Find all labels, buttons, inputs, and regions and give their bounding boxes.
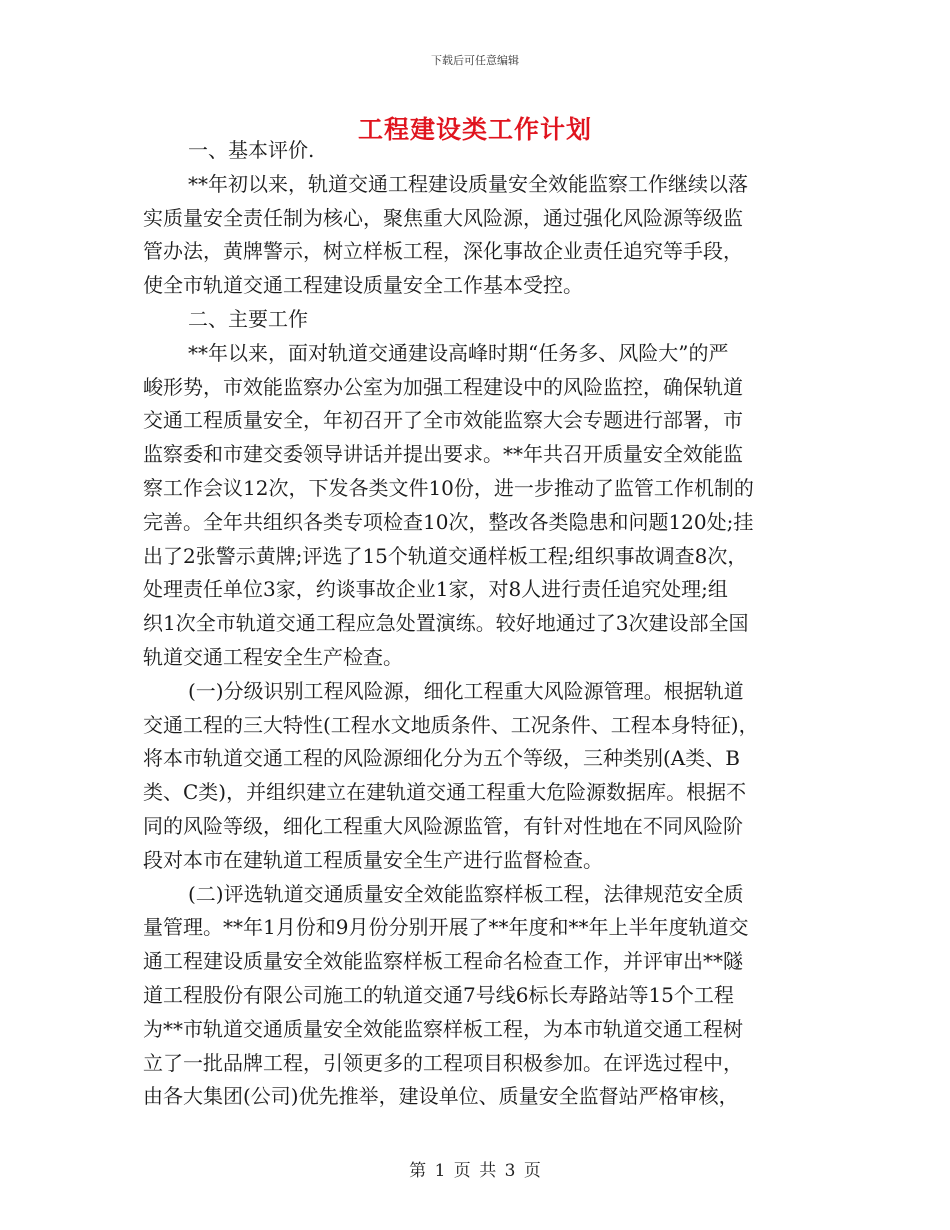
text-line: (一)分级识别工程风险源，细化工程重大风险源管理。根据轨道 — [188, 678, 744, 703]
paragraph — [143, 878, 807, 1115]
text-line: 轨道交通工程安全生产检查。 — [143, 644, 403, 669]
text-line: 二、主要工作 — [188, 306, 308, 331]
text-line: 量管理。**年1月份和9月份分别开展了**年度和**年上半年度轨道交 — [143, 915, 749, 940]
text-line: 处理责任单位3家，约谈事故企业1家，对8人进行责任追究处理;组 — [143, 577, 728, 602]
text-line: 道工程股份有限公司施工的轨道交通7号线6标长寿路站等15个工程 — [143, 982, 734, 1007]
text-line: 实质量安全责任制为核心，聚焦重大风险源，通过强化风险源等级监 — [143, 205, 743, 230]
page-header: 下载后可任意编辑 — [431, 54, 519, 67]
text-line: **年初以来，轨道交通工程建设质量安全效能监察工作继续以落 — [188, 171, 748, 196]
text-line: 由各大集团(公司)优先推举，建设单位、质量安全监督站严格审核， — [143, 1084, 739, 1109]
text-line: 完善。全年共组织各类专项检查10次，整改各类隐患和问题120处;挂 — [143, 509, 754, 534]
paragraph — [143, 675, 807, 878]
text-line: 使全市轨道交通工程建设质量安全工作基本受控。 — [143, 273, 583, 298]
text-line: 将本市轨道交通工程的风险源细化分为五个等级，三种类别(A类、B — [143, 746, 740, 771]
paragraph — [143, 303, 807, 337]
text-line: 同的风险等级，细化工程重大风险源监管，有针对性地在不同风险阶 — [143, 813, 743, 838]
document-body — [143, 134, 807, 1114]
text-line: 出了2张警示黄牌;评选了15个轨道交通样板工程;组织事故调查8次， — [143, 543, 748, 568]
paragraph — [143, 168, 807, 303]
paragraph — [143, 337, 807, 675]
text-line: (二)评选轨道交通质量安全效能监察样板工程，法律规范安全质 — [188, 881, 744, 906]
text-line: 峻形势，市效能监察办公室为加强工程建设中的风险监控，确保轨道 — [143, 374, 743, 399]
text-line: 段对本市在建轨道工程质量安全生产进行监督检查。 — [143, 847, 603, 872]
text-line: 察工作会议12次，下发各类文件10份，进一步推动了监管工作机制的 — [143, 475, 754, 500]
text-line: 交通工程的三大特性(工程水文地质条件、工况条件、工程本身特征)， — [143, 712, 759, 737]
text-line: 通工程建设质量安全效能监察样板工程命名检查工作，并评审出**隧 — [143, 949, 743, 974]
text-line: 一、基本评价. — [188, 138, 315, 162]
text-line: 类、C类)，并组织建立在建轨道交通工程重大危险源数据库。根据不 — [143, 780, 747, 805]
text-line: 立了一批品牌工程，引领更多的工程项目积极参加。在评选过程中， — [143, 1050, 743, 1075]
paragraph — [143, 134, 807, 168]
text-line: 为**市轨道交通质量安全效能监察样板工程，为本市轨道交通工程树 — [143, 1016, 743, 1041]
text-line: 监察委和市建交委领导讲话并提出要求。**年共召开质量安全效能监 — [143, 442, 743, 467]
text-line: 管办法，黄牌警示，树立样板工程，深化事故企业责任追究等手段， — [143, 239, 743, 264]
text-line: **年以来，面对轨道交通建设高峰时期“任务多、风险大”的严 — [188, 340, 729, 365]
page-footer: 第 1 页 共 3 页 — [409, 1161, 541, 1181]
text-line: 织1次全市轨道交通工程应急处置演练。较好地通过了3次建设部全国 — [143, 611, 749, 636]
document-title: 工程建设类工作计划 — [357, 115, 592, 144]
text-line: 交通工程质量安全，年初召开了全市效能监察大会专题进行部署，市 — [143, 408, 743, 433]
